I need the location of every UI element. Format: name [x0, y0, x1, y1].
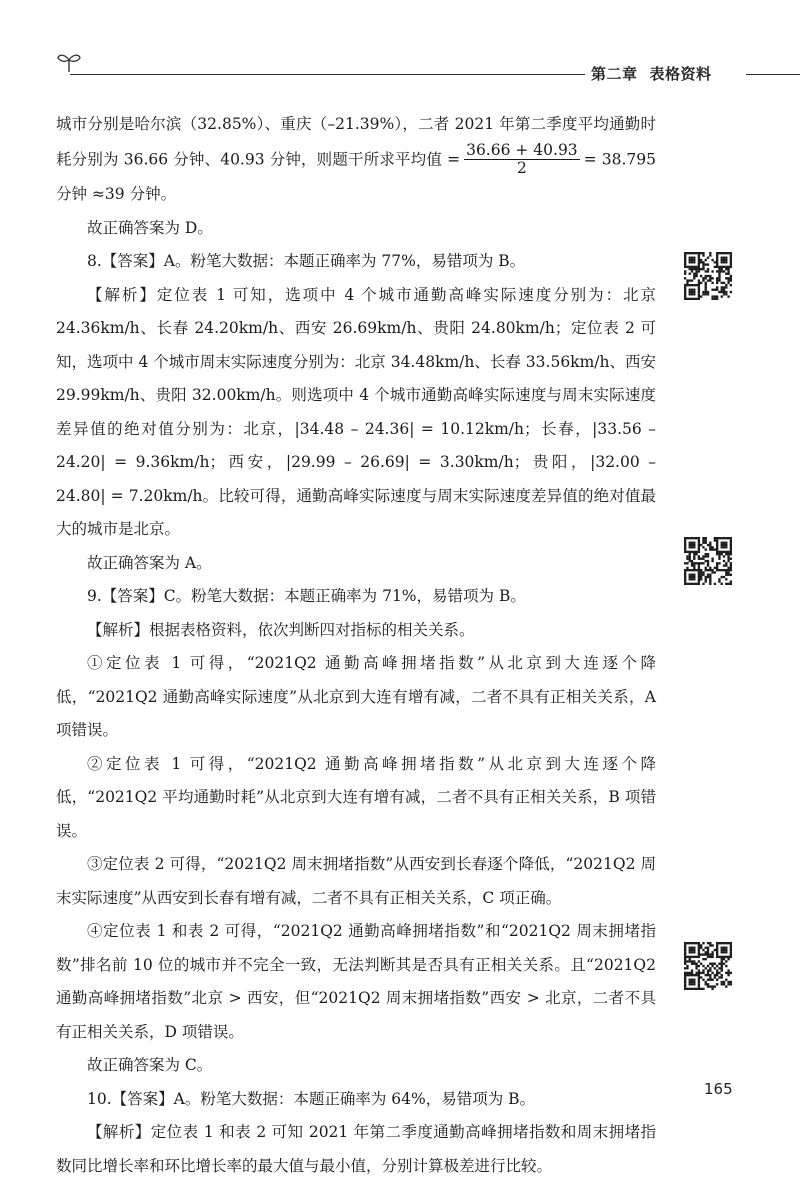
analysis-q9-intro: 【解析】根据表格资料，依次判断四对指标的相关关系。: [87, 620, 475, 639]
average-formula: [464, 142, 580, 179]
header-rule-right: [746, 74, 800, 75]
page-number: 165: [704, 1080, 733, 1098]
analysis-q9-item-3: ③定位表 2 可得，“2021Q2 周末拥堵指数”从西安到长春逐个降低，“2021Q2 周末实际速度”从西安到长春有增有减，二者不具有正相关关系，C 项正确。: [56, 855, 656, 907]
header-rule-left: [70, 74, 585, 75]
analysis-q9-item-2: ②定位表 1 可得，“2021Q2 通勤高峰拥堵指数”从北京到大连逐个降低，“2021Q2 平均通勤时耗”从北京到大连有增有减，二者不具有正相关关系，B 项错误。: [56, 754, 656, 840]
analysis-q10: 【解析】定位表 1 和表 2 可知 2021 年第二季度通勤高峰拥堵指数和周末拥堵指数同比增长率和环比增长率的最大值与最小值，分别计算极差进行比较。: [56, 1123, 656, 1175]
answer-heading-q8: 8.【答案】A。粉笔大数据：本题正确率为 77%，易错项为 B。: [87, 252, 526, 271]
paragraph-continuation: 城市分别是哈尔滨（32.85%）、重庆（–21.39%），二者 2021 年第二季度平均通勤时耗分别为 36.66 分钟、40.93 分钟，则题干所求平均值 = $\frac{36.66 + 40.93}{2}$ = 38.795 分钟 ≈39 分钟。: [56, 115, 656, 204]
answer-heading-q9: 9.【答案】C。粉笔大数据：本题正确率为 71%，易错项为 B。: [87, 587, 526, 606]
formula-denominator: 2: [516, 159, 527, 178]
answer-conclusion: 故正确答案为 A。: [87, 553, 212, 572]
page-content: [56, 108, 656, 1183]
formula-result: = 38.795 分钟 ≈39 分钟。: [56, 149, 656, 204]
formula-numerator: 36.66 + 40.93: [466, 140, 578, 159]
qr-code-q8[interactable]: [684, 252, 732, 300]
chapter-title: 表格资料: [649, 65, 712, 83]
page-header: [0, 0, 800, 90]
analysis-q9-item-4: ④定位表 1 和表 2 可得，“2021Q2 通勤高峰拥堵指数”和“2021Q2 周末拥堵指数”排名前 10 位的城市并不完全一致，无法判断其是否具有正相关关系。且“2021Q2 通勤高峰拥堵指数”北京 > 西安，但“2021Q2 周末拥堵指数”西安 > 北京，二者不具有正相关关系，D 项错误。: [56, 922, 656, 1041]
answer-conclusion: 故正确答案为 D。: [87, 218, 213, 237]
analysis-q9-item-1: ①定位表 1 可得，“2021Q2 通勤高峰拥堵指数”从北京到大连逐个降低，“2021Q2 通勤高峰实际速度”从北京到大连有增有减，二者不具有正相关关系，A 项错误。: [56, 654, 656, 740]
sprout-icon: [56, 50, 82, 74]
qr-code-q9[interactable]: [684, 537, 732, 585]
answer-heading-q10: 10.【答案】A。粉笔大数据：本题正确率为 64%，易错项为 B。: [87, 1089, 536, 1108]
answer-conclusion: 故正确答案为 C。: [87, 1056, 213, 1075]
qr-code-q10[interactable]: [684, 942, 732, 990]
analysis-q8: 【解析】定位表 1 可知，选项中 4 个城市通勤高峰实际速度分别为：北京 24.36km/h、长春 24.20km/h、西安 26.69km/h、贵阳 24.80km/h；定位表 2 可知，选项中 4 个城市周末实际速度分别为：北京 34.48km/h、长春 33.56km/h、西安 29.99km/h、贵阳 32.00km/h。则选项中 4 个城市通勤高峰实际速度与周末实际速度差异值的绝对值分别为：北京，|34.48 – 24.36| = 10.12km/h；长春，|33.56 – 24.20| = 9.36km/h；西安，|29.99 – 26.69| = 3.30km/h；贵阳，|32.00 – 24.80| = 7.20km/h。比较可得，通勤高峰实际速度与周末实际速度差异值的绝对值最大的城市是北京。: [56, 285, 656, 539]
chapter-label: [591, 63, 712, 84]
chapter-number: 第二章: [591, 65, 638, 83]
